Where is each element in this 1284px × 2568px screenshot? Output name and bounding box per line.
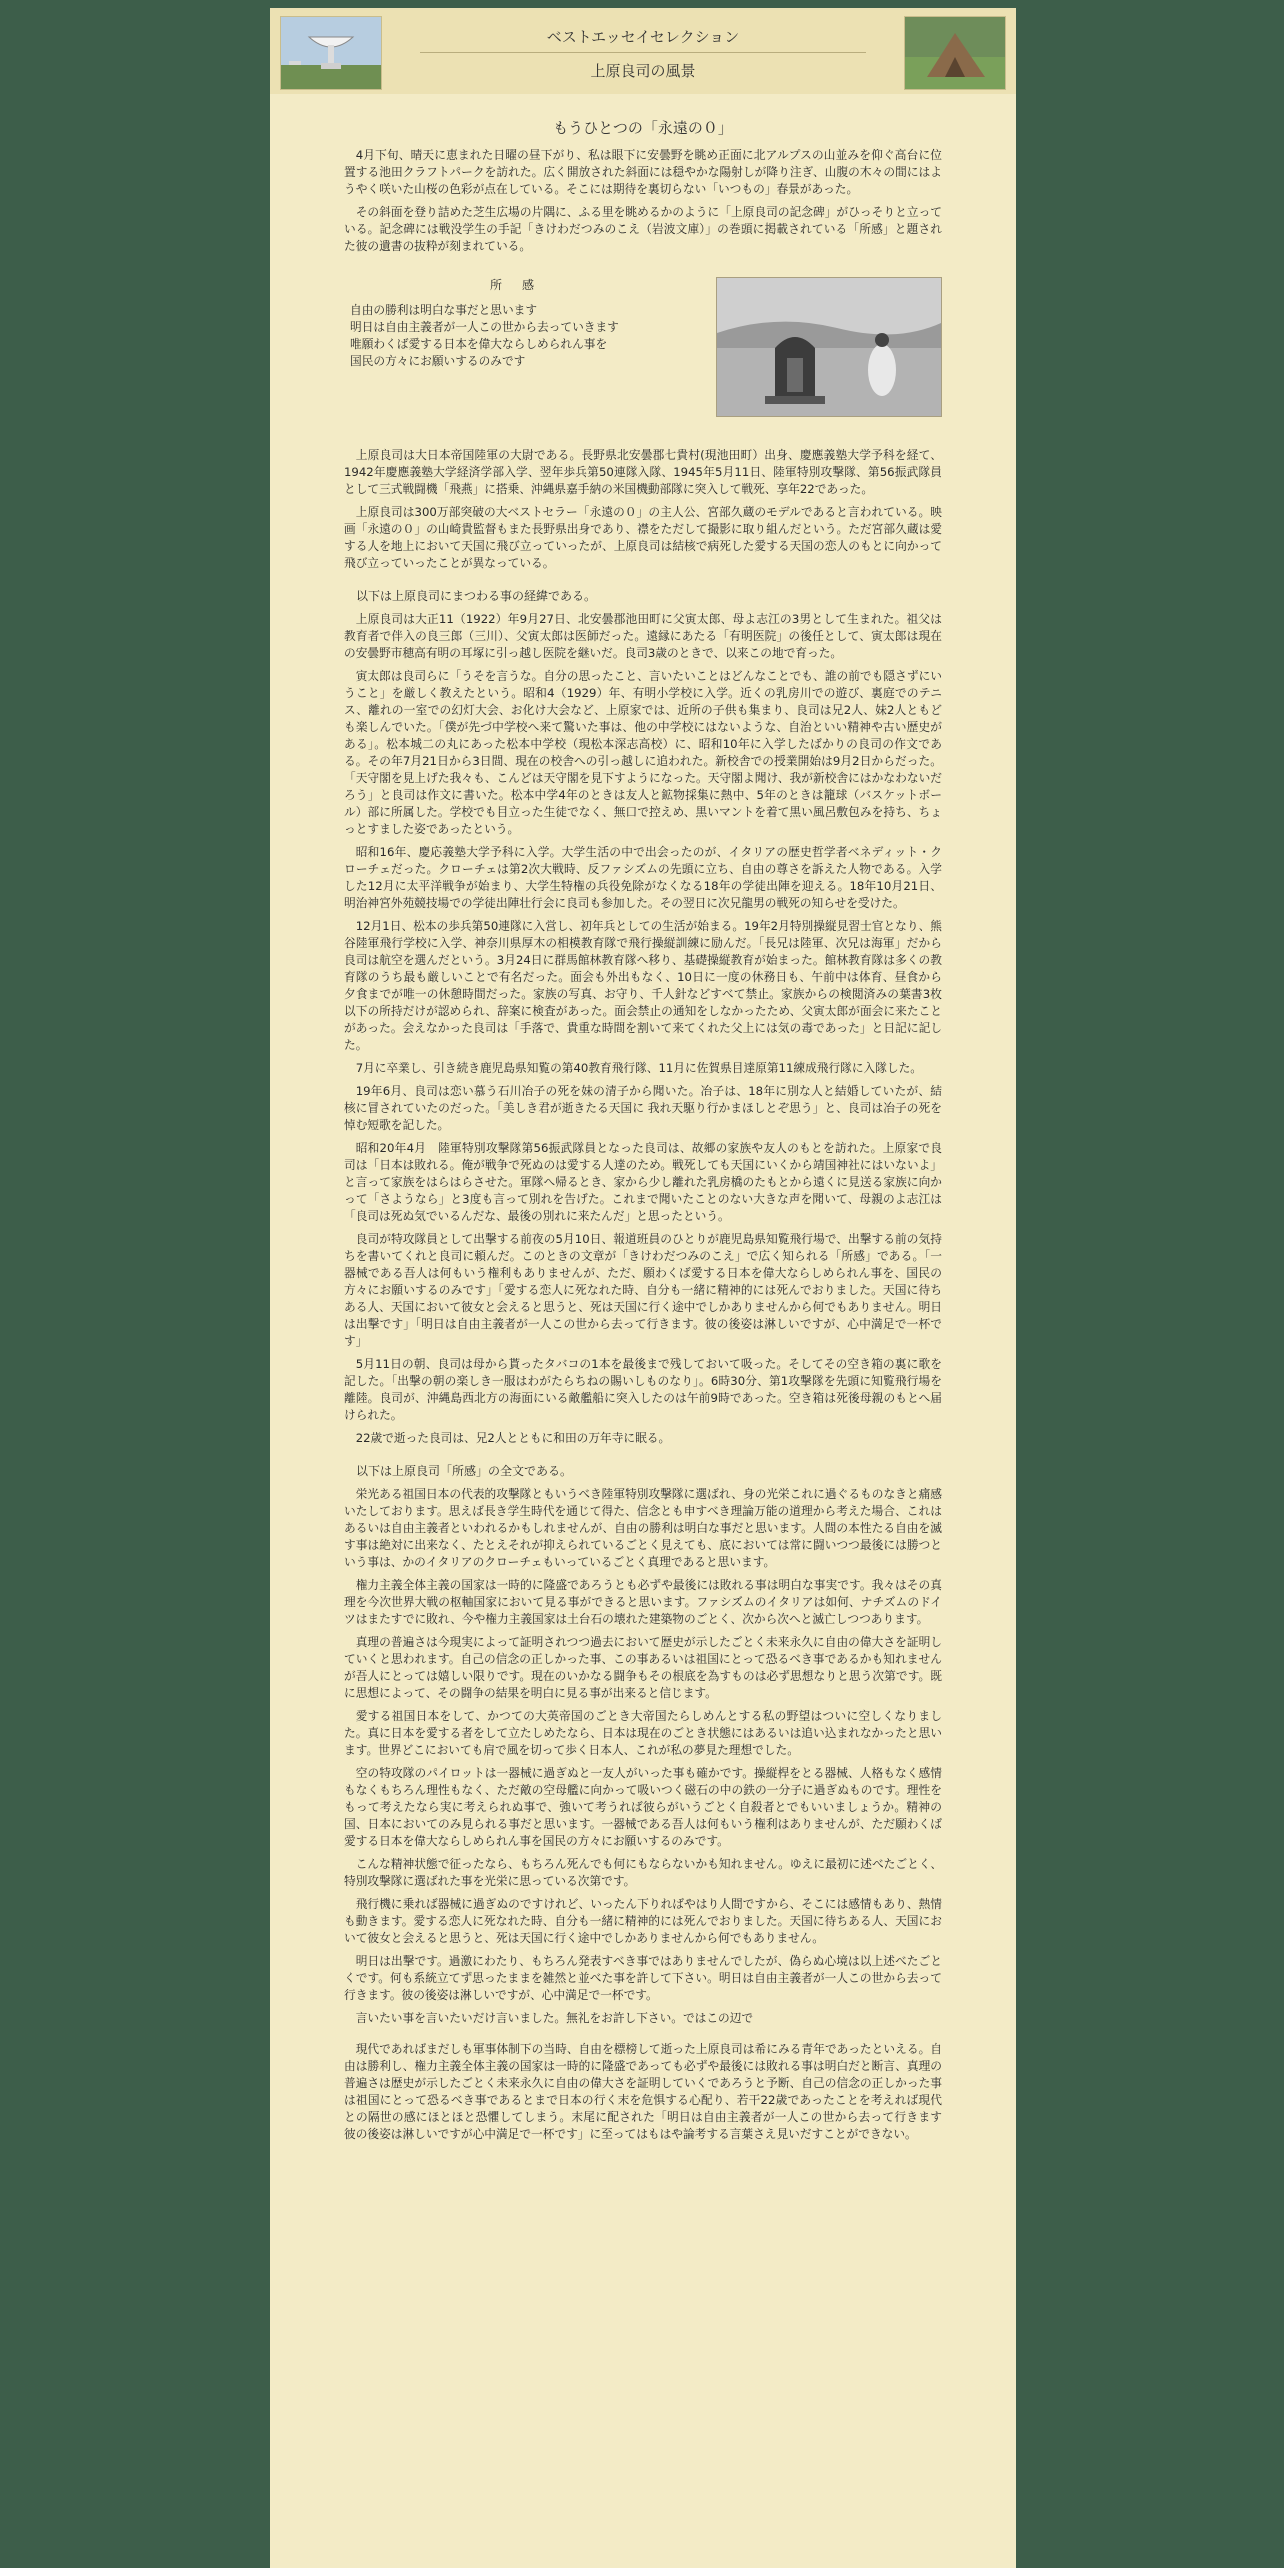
header-divider	[420, 52, 866, 53]
history-paragraph: 22歳で逝った良司は、兄2人とともに和田の万年寺に眠る。	[355, 1431, 671, 1445]
testament-paragraph: 言いたい事を言いたいだけ言いました。無礼をお許し下さい。ではこの辺で	[355, 2011, 754, 2025]
page-container	[270, 8, 1016, 2568]
intro-paragraph: その斜面を登り詰めた芝生広場の片隅に、ふる里を眺めるかのように「上原良司の記念碑」がひっそりと立っている。記念碑には戦没学生の手記「きけわだつみのこえ（岩波文庫）」の巻頭に掲載されている「所感」と題された彼の遺書の抜粋が刻まれている。	[344, 205, 942, 253]
poem-block	[344, 277, 942, 427]
site-header	[270, 8, 1016, 94]
poem-line: 国民の方々にお願いするのみです	[350, 354, 526, 368]
radio-telescope-image	[281, 17, 381, 89]
history-paragraph: 良司が特攻隊員として出撃する前夜の5月10日、報道班員のひとりが鹿児島県知覧飛行場で、出撃する前の気持ちを書いてくれと良司に頼んだ。このときの文章が「きけわだつみのこえ」で広く知られる「所感」である。「一器械である吾人は何もいう権利もありませんが、ただ、願わくば愛する日本を偉大ならしめられん事を、国民の方々にお願いするのみです」「愛する恋人に死なれた時、自分も一緒に精神的には死んでおりました。天国に待ちある人、天国において彼女と会えると思うと、死は天国に行く途中でしかありませんから何でもありません。明日は出撃です」「明日は自由主義者が一人この世から去って行きます。彼の後姿は淋しいですが、心中満足で一杯です」	[344, 1232, 942, 1348]
monument-image	[905, 17, 1005, 89]
article-content	[344, 102, 942, 2149]
history-paragraph: 昭和20年4月 陸軍特別攻撃隊第56振武隊員となった良司は、故郷の家族や友人のもとを訪れた。上原家で良司は「日本は敗れる。俺が戦争で死ぬのは愛する人達のため。戦死しても天国にいくから靖国神社にはいないよ」と言って家族をはらはらさせた。軍隊へ帰るとき、家から少し離れた乳房橋のたもとから遠くに見送る家族に向かって「さようなら」と3度も言って別れを告げた。これまで聞いたことのない大きな声を聞いて、母親のよ志江は「良司は死ぬ気でいるんだな、最後の別れに来たんだ」と思ったという。	[344, 1141, 942, 1223]
history-paragraph: 上原良司は大正11（1922）年9月27日、北安曇郡池田町に父寅太郎、母よ志江の3男として生まれた。祖父は教育者で伴入の良三郎（三川）、父寅太郎は医師だった。遠縁にあたる「有明医院」の後任として、寅太郎は現在の安曇野市穂高有明の耳塚に引っ越し医院を継いだ。良司3歳のときで、以来この地で育った。	[344, 612, 942, 660]
article-title: もうひとつの「永遠の０」	[553, 119, 733, 137]
body-paragraph: 上原良司は大日本帝国陸軍の大尉である。長野県北安曇郡七貴村(現池田町）出身、慶應義塾大学予科を経て、1942年慶應義塾大学経済学部入学、翌年歩兵第50連隊入隊、1945年5月11日、陸軍特別攻撃隊、第56振武隊員として三式戦闘機「飛燕」に搭乗、沖縄県嘉手納の米国機動部隊に突入して戦死、享年22であった。	[344, 448, 942, 496]
testament-paragraph: 真理の普遍さは今現実によって証明されつつ過去において歴史が示したごとく未来永久に自由の偉大さを証明していくと思われます。自己の信念の正しかった事、この事あるいは祖国にとって恐るべき事であるかも知れませんが吾人にとっては嬉しい限りです。現在のいかなる闘争もその根底を為すものは必ず思想なりと思う次第です。既に思想によって、その闘争の結果を明白に見る事が出来ると信じます。	[344, 1635, 942, 1700]
site-title: ベストエッセイセレクション	[546, 28, 740, 46]
poem	[350, 277, 650, 370]
memorial-image	[717, 278, 941, 416]
closing-paragraph: 現代であればまだしも軍事体制下の当時、自由を標榜して逝った上原良司は希にみる青年であったといえる。自由は勝利し、権力主義全体主義の国家は一時的に隆盛であっても必ずや最後には敗れる事は明白だと断言、真理の普遍さは歴史が示したごとく未来永久に自由の偉大さを証明していくであろうと予断、自己の信念の正しかった事は祖国にとって恐るべき事であるとまで日本の行く末を危惧する心配り、若干22歳であったことを考えれば現代との隔世の感にほとほと恐懼してしまう。末尾に配された「明日は自由主義者が一人この世から去って行きます 彼の後姿は淋しいですが心中満足で一杯です」に至ってはもはや論考する言葉さえ見いだすことができない。	[344, 2042, 942, 2141]
history-paragraph: 昭和16年、慶応義塾大学予科に入学。大学生活の中で出会ったのが、イタリアの歴史哲学者ベネディット・クローチェだった。クローチェは第2次大戦時、反ファシズムの先頭に立ち、自由の尊さを訴えた人物である。入学した12月に太平洋戦争が始まり、大学生特権の兵役免除がなくなる18年の学徒出陣を迎える。18年10月21日、明治神宮外苑競技場での学徒出陣壮行会に良司も参加した。その翌日に次兄龍男の戦死の知らせを受けた。	[344, 845, 942, 910]
spacer	[344, 2033, 942, 2041]
monument-thumbnail[interactable]	[904, 16, 1006, 90]
body-paragraph: 上原良司は300万部突破の大ベストセラー「永遠の０」の主人公、宮部久蔵のモデルであると言われている。映画「永遠の０」の山崎貴監督もまた長野県出身であり、襟をただして撮影に取り組んだという。ただ宮部久蔵は愛する人を地上において天国に飛び立っていったが、上原良司は結核で病死した愛する天国の恋人のもとに向かって飛び立っていったことが異なっている。	[344, 505, 942, 570]
poem-title: 所 感	[490, 278, 539, 292]
author-title: 上原良司の風景	[590, 62, 696, 80]
history-paragraph: 寅太郎は良司らに「うそを言うな。自分の思ったこと、言いたいことはどんなことでも、誰の前でも隠さずにいうこと」を厳しく教えたという。昭和4（1929）年、有明小学校に入学。近くの乳房川での遊び、裏庭でのテニス、離れの一室での幻灯大会、お化け大会など、上原家では、近所の子供も集まり、良司は兄2人、妹2人ともども楽しんでいた。「僕が先づ中学校へ来て驚いた事は、他の中学校にはないような、自治といい精神や古い歴史がある」。松本城二の丸にあった松本中学校（現松本深志高校）に、昭和10年に入学したばかりの良司の作文である。その年7月21日から3日間、現在の校舎への引っ越しに追われた。新校舎での授業開始は9月2日からだった。「天守閣を見上げた我々も、こんどは天守閣を見下すようになった。天守閣よ聞け、我が新校舎にはかなわないだろう」と良司は作文に書いた。松本中学4年のときは友人と鉱物採集に熱中、5年のときは籠球（バスケットボール）部に所属した。学校でも目立った生徒でなく、無口で控えめ、黒いマントを着て黒い風呂敷包みを持ち、ちょっとすました姿であったという。	[344, 669, 942, 836]
history-paragraph: 7月に卒業し、引き続き鹿児島県知覧の第40教育飛行隊、11月に佐賀県目達原第11練成飛行隊に入隊した。	[355, 1061, 922, 1075]
memorial-photo	[716, 277, 942, 417]
history-paragraph: 19年6月、良司は恋い慕う石川冶子の死を妹の清子から聞いた。冶子は、18年に別な人と結婚していたが、結核に冒されていたのだった。「美しき君が逝きたる天国に 我れ天駆り行かまほしとぞ思う」と、良司は冶子の死を悼む短歌を記した。	[344, 1084, 942, 1132]
poem-line: 唯願わくば愛する日本を偉大ならしめられん事を	[350, 337, 608, 351]
testament-paragraph: 権力主義全体主義の国家は一時的に隆盛であろうとも必ずや最後には敗れる事は明白な事実です。我々はその真理を今次世界大戦の枢軸国家において見る事ができると思います。ファシズムのイタリアは如何、ナチズムのドイツはまたすでに敗れ、今や権力主義国家は土台石の壊れた建築物のごとく、次から次へと滅亡しつつあります。	[344, 1578, 942, 1626]
history-paragraph: 12月1日、松本の歩兵第50連隊に入営し、初年兵としての生活が始まる。19年2月特別操縦見習士官となり、熊谷陸軍飛行学校に入学、神奈川県厚木の相模教育隊で飛行操縦訓練に励んだ。「長兄は陸軍、次兄は海軍」だから良司は航空を選んだという。3月24日に群馬館林教育隊へ移り、基礎操縦教育が始まった。館林教育隊は多くの教育隊のうち最も厳しいことで有名だった。面会も外出もなく、10日に一度の休務日も、午前中は体育、昼食から夕食までが唯一の休憩時間だった。家族の写真、お守り、千人針などすべて禁止。家族からの検閲済みの葉書3枚以下の所持だけが認められ、辞案に検査があった。面会禁止の通知をしなかったため、父寅太郎が面会に来たことがあった。会えなかった良司は「手落で、貴重な時間を割いて来てくれた父上には気の毒であった」と日記に記した。	[344, 919, 942, 1052]
intro-paragraph: 4月下旬、晴天に恵まれた日曜の昼下がり、私は眼下に安曇野を眺め正面に北アルプスの山並みを仰ぐ高台に位置する池田クラフトパークを訪れた。広く開放された斜面には穏やかな陽射しが降り注ぎ、山腹の木々の間にはようやく咲いた山桜の色彩が点在している。そこには期待を裏切らない「いつもの」春景があった。	[344, 148, 942, 196]
testament-paragraph: 明日は出撃です。過激にわたり、もちろん発表すべき事ではありませんでしたが、偽らぬ心境は以上述べたごとくです。何も系統立てず思ったままを雑然と並べた事を許して下さい。明日は自由主義者が一人この世から去って行きます。彼の後姿は淋しいですが、心中満足で一杯です。	[344, 1954, 942, 2002]
section-heading-testament: 以下は上原良司「所感」の全文である。	[356, 1464, 573, 1478]
testament-paragraph: 栄光ある祖国日本の代表的攻撃隊ともいうべき陸軍特別攻撃隊に選ばれ、身の光栄これに過ぐるものなきと痛感いたしております。思えば長き学生時代を通じて得た、信念とも申すべき理論万能の道理から考えた場合、これはあるいは自由主義者といわれるかもしれませんが、自由の勝利は明白な事だと思います。人間の本性たる自由を滅す事は絶対に出来なく、たとえそれが抑えられているごとく見えても、底においては常に闘いつつ最後には勝つという事は、かのイタリアのクローチェもいっているごとく真理であると思います。	[344, 1487, 942, 1569]
testament-paragraph: こんな精神状態で征ったなら、もちろん死んでも何にもならないかも知れません。ゆえに最初に述べたごとく、特別攻撃隊に選ばれた事を光栄に思っている次第です。	[344, 1857, 942, 1888]
poem-line: 明日は自由主義者が一人この世から去っていきます	[350, 320, 619, 334]
radio-telescope-thumbnail[interactable]	[280, 16, 382, 90]
testament-paragraph: 愛する祖国日本をして、かつての大英帝国のごとき大帝国たらしめんとする私の野望はついに空しくなりました。真に日本を愛する者をして立たしめたなら、日本は現在のごとき状態にはあるいは追い込まれなかったと思います。世界どこにおいても肩で風を切って歩く日本人、これが私の夢見た理想でした。	[344, 1709, 942, 1757]
testament-paragraph: 空の特攻隊のパイロットは一器械に過ぎぬと一友人がいった事も確かです。操縦桿をとる器械、人格もなく感情もなくもちろん理性もなく、ただ敵の空母艦に向かって吸いつく磁石の中の鉄の一分子に過ぎぬものです。理性をもって考えたなら実に考えられぬ事で、強いて考うれば彼らがいうごとく自殺者とでもいいましょうか。精神の国、日本においてのみ見られる事だと思います。一器械である吾人は何もいう権利はありませんが、ただ願わくば愛する日本を偉大ならしめられん事を国民の方々にお願いするのみです。	[344, 1766, 942, 1848]
section-heading-history: 以下は上原良司にまつわる事の経緯である。	[356, 589, 597, 603]
poem-line: 自由の勝利は明白な事だと思います	[350, 303, 538, 317]
history-paragraph: 5月11日の朝、良司は母から貰ったタバコの1本を最後まで残しておいて吸った。そしてその空き箱の裏に歌を記した。「出撃の朝の楽しき一服はわがたらちねの賜いしものなり」。6時30分、第1攻撃隊を先頭に知覧飛行場を離陸。良司が、沖縄島西北方の海面にいる敵艦船に突入したのは午前9時であった。空き箱は死後母親のもとへ届けられた。	[344, 1357, 942, 1422]
testament-paragraph: 飛行機に乗れば器械に過ぎぬのですけれど、いったん下りればやはり人間ですから、そこには感情もあり、熱情も動きます。愛する恋人に死なれた時、自分も一緒に精神的には死んでおりました。天国に待ちある人、天国において彼女と会えると思うと、死は天国に行く途中でしかありませんから何でもありません。	[344, 1897, 942, 1945]
